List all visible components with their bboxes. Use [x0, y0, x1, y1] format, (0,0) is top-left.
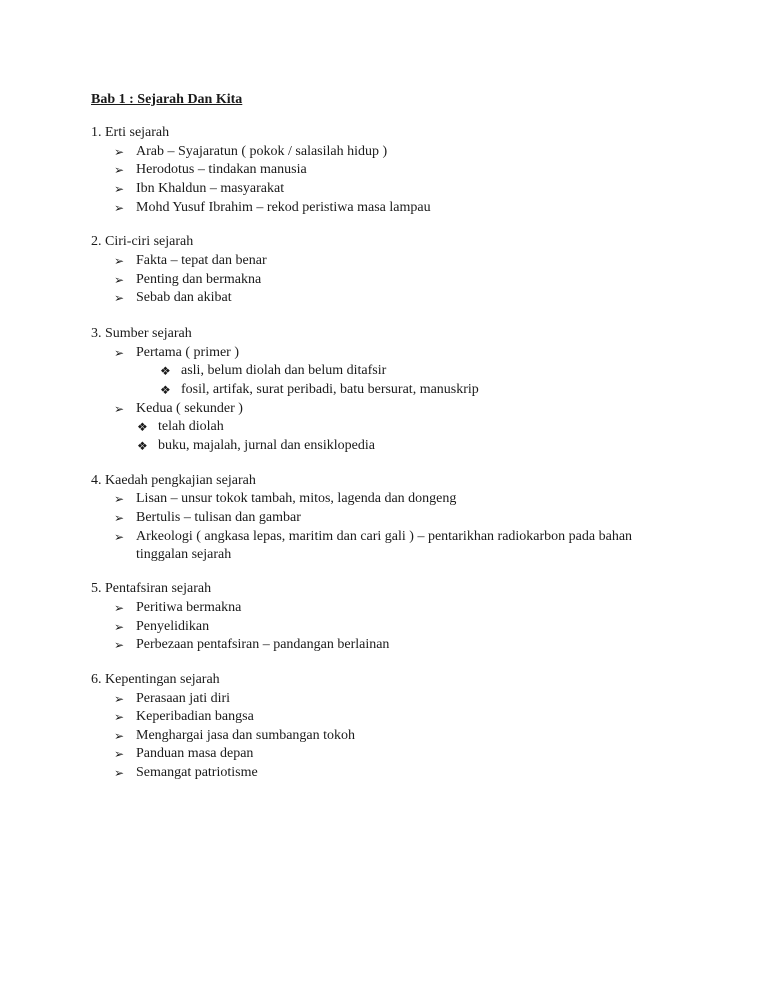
arrow-bullet-icon: ➢	[114, 766, 125, 780]
sub-list-item: telah diolah	[158, 419, 224, 434]
arrow-bullet-icon: ➢	[114, 492, 125, 506]
list-item: Sebab dan akibat	[136, 290, 232, 305]
section-heading: 4. Kaedah pengkajian sejarah	[91, 473, 256, 488]
arrow-bullet-icon: ➢	[114, 273, 125, 287]
arrow-bullet-icon: ➢	[114, 201, 125, 215]
arrow-bullet-icon: ➢	[114, 620, 125, 634]
list-item: Ibn Khaldun – masyarakat	[136, 181, 285, 196]
list-item: Panduan masa depan	[136, 746, 254, 761]
arrow-bullet-icon: ➢	[114, 291, 125, 305]
arrow-bullet-icon: ➢	[114, 182, 125, 196]
list-item: Perbezaan pentafsiran – pandangan berlainan	[136, 637, 390, 652]
arrow-bullet-icon: ➢	[114, 710, 125, 724]
arrow-bullet-icon: ➢	[114, 145, 125, 159]
list-item: Semangat patriotisme	[136, 765, 258, 780]
diamond-bullet-icon: ❖	[160, 383, 171, 397]
list-item: Penting dan bermakna	[136, 272, 262, 287]
list-item: Perasaan jati diri	[136, 691, 231, 706]
section-heading: 6. Kepentingan sejarah	[91, 672, 220, 687]
list-item: Menghargai jasa dan sumbangan tokoh	[136, 728, 356, 743]
list-item: Arab – Syajaratun ( pokok / salasilah hidup )	[136, 144, 388, 159]
page-title: Bab 1 : Sejarah Dan Kita	[91, 92, 243, 107]
arrow-bullet-icon: ➢	[114, 601, 125, 615]
section-heading: 5. Pentafsiran sejarah	[91, 581, 212, 596]
list-item: Keperibadian bangsa	[136, 709, 254, 724]
diamond-bullet-icon: ❖	[137, 439, 148, 453]
list-item: Lisan – unsur tokok tambah, mitos, lagenda dan dongeng	[136, 491, 457, 506]
list-item: Peritiwa bermakna	[136, 600, 242, 615]
section-heading: 2. Ciri-ciri sejarah	[91, 234, 194, 249]
arrow-bullet-icon: ➢	[114, 346, 125, 360]
list-item: Fakta – tepat dan benar	[136, 253, 267, 268]
arrow-bullet-icon: ➢	[114, 692, 125, 706]
arrow-bullet-icon: ➢	[114, 638, 125, 652]
arrow-bullet-icon: ➢	[114, 511, 125, 525]
list-item-continuation: tinggalan sejarah	[136, 547, 232, 562]
arrow-bullet-icon: ➢	[114, 163, 125, 177]
sub-list-item: asli, belum diolah dan belum ditafsir	[181, 363, 387, 378]
arrow-bullet-icon: ➢	[114, 254, 125, 268]
list-item: Penyelidikan	[136, 619, 210, 634]
list-item: Kedua ( sekunder )	[136, 401, 243, 416]
arrow-bullet-icon: ➢	[114, 402, 125, 416]
list-item: Bertulis – tulisan dan gambar	[136, 510, 301, 525]
list-item: Arkeologi ( angkasa lepas, maritim dan cari gali ) – pentarikhan radiokarbon pada bahan	[136, 529, 633, 544]
arrow-bullet-icon: ➢	[114, 729, 125, 743]
sub-list-item: buku, majalah, jurnal dan ensiklopedia	[158, 438, 375, 453]
list-item: Mohd Yusuf Ibrahim – rekod peristiwa masa lampau	[136, 200, 431, 215]
diamond-bullet-icon: ❖	[160, 364, 171, 378]
diamond-bullet-icon: ❖	[137, 420, 148, 434]
sub-list-item: fosil, artifak, surat peribadi, batu bersurat, manuskrip	[181, 382, 479, 397]
arrow-bullet-icon: ➢	[114, 747, 125, 761]
section-heading: 1. Erti sejarah	[91, 125, 170, 140]
arrow-bullet-icon: ➢	[114, 530, 125, 544]
list-item: Pertama ( primer )	[136, 345, 240, 360]
section-heading: 3. Sumber sejarah	[91, 326, 192, 341]
list-item: Herodotus – tindakan manusia	[136, 162, 307, 177]
